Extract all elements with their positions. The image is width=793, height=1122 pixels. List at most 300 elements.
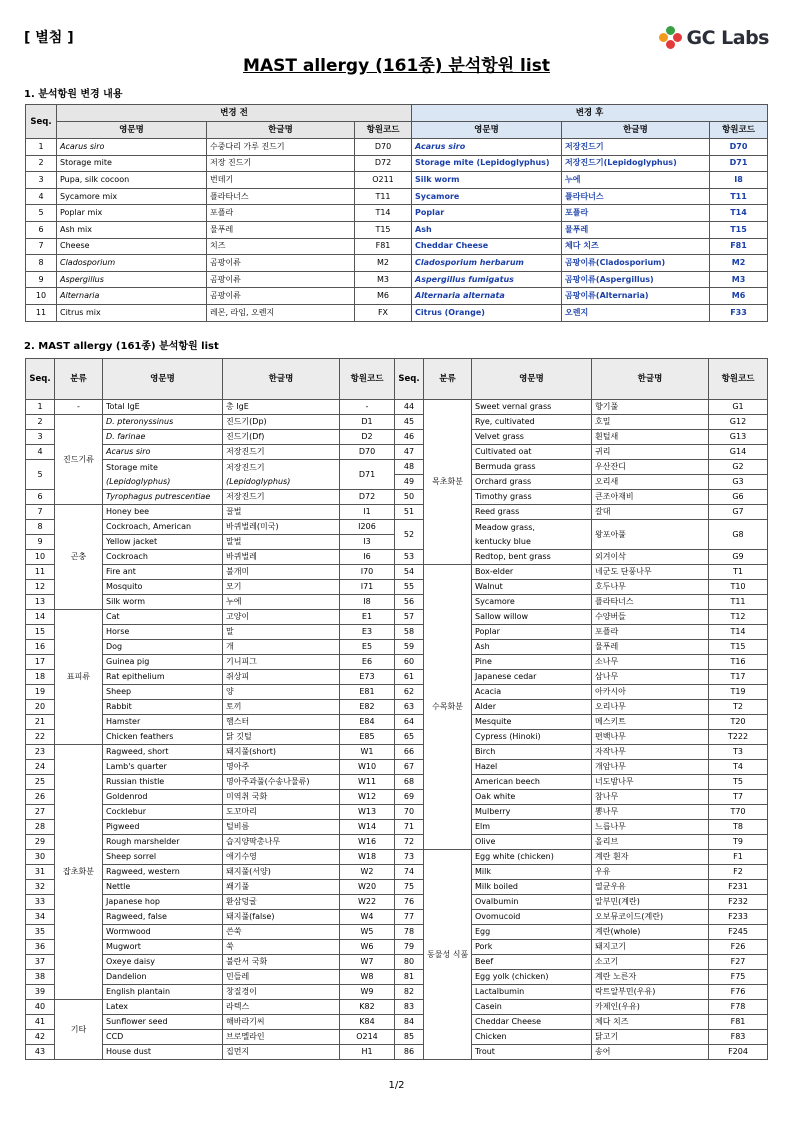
code-cell: F83 <box>709 1030 768 1045</box>
ko-line2: (Lepidoglyphus) <box>226 476 291 486</box>
code-cell: W20 <box>340 880 395 895</box>
annex-label: [ 별첨 ] <box>24 30 74 46</box>
en-cell: Wormwood <box>103 925 223 940</box>
seq-cell: 4 <box>26 188 57 205</box>
code-cell: T15 <box>709 640 768 655</box>
change-table <box>25 104 768 322</box>
en-cell: Guinea pig <box>103 655 223 670</box>
seq-cell: 53 <box>395 550 424 565</box>
after-ko-cell: 곰팡이류(Aspergillus) <box>562 271 710 288</box>
seq-cell: 40 <box>26 1000 55 1015</box>
ko-cell: 우유 <box>592 865 709 880</box>
ko-cell: 민들레 <box>223 970 340 985</box>
change-row <box>26 255 768 272</box>
after-en-cell: Sycamore <box>412 188 562 205</box>
seq-cell: 72 <box>395 835 424 850</box>
seq-cell: 78 <box>395 925 424 940</box>
en-cell: Hazel <box>472 760 592 775</box>
after-ko-cell: 포플라 <box>562 205 710 222</box>
table-row <box>26 1045 768 1060</box>
seq-cell: 60 <box>395 655 424 670</box>
en-cell: Dog <box>103 640 223 655</box>
table-row <box>26 655 768 670</box>
seq-cell: 84 <box>395 1015 424 1030</box>
col-before-ko: 한글명 <box>207 122 355 139</box>
seq-cell: 24 <box>26 760 55 775</box>
code-cell: T5 <box>709 775 768 790</box>
seq-cell: 42 <box>26 1030 55 1045</box>
ko-cell: 느릅나무 <box>592 820 709 835</box>
en-cell: Ragweed, western <box>103 865 223 880</box>
seq-cell: 81 <box>395 970 424 985</box>
ko-cell: 오리새 <box>592 475 709 490</box>
seq-cell: 50 <box>395 490 424 505</box>
code-cell: G1 <box>709 400 768 415</box>
ko-cell: 돼지고기 <box>592 940 709 955</box>
en-cell: House dust <box>103 1045 223 1060</box>
ko-cell: 송어 <box>592 1045 709 1060</box>
ko-cell: 소고기 <box>592 955 709 970</box>
seq-cell: 68 <box>395 775 424 790</box>
table-row <box>26 790 768 805</box>
ko-cell: 계란(whole) <box>592 925 709 940</box>
ko-cell: 명아주과풀(수송나물류) <box>223 775 340 790</box>
seq-cell: 25 <box>26 775 55 790</box>
col-seq-left: Seq. <box>26 359 55 400</box>
code-cell: T16 <box>709 655 768 670</box>
en-line1: Storage mite <box>106 462 158 472</box>
before-code-cell: F81 <box>355 238 412 255</box>
seq-cell: 77 <box>395 910 424 925</box>
after-en-cell: Silk worm <box>412 172 562 189</box>
en-cell: Mesquite <box>472 715 592 730</box>
after-code-cell: M2 <box>710 255 768 272</box>
ko-cell: 바퀴벌레(미국) <box>223 520 340 535</box>
en-cell: Oak white <box>472 790 592 805</box>
seq-cell: 58 <box>395 625 424 640</box>
code-cell: F2 <box>709 865 768 880</box>
before-code-cell: M6 <box>355 288 412 305</box>
en-cell: Ash <box>472 640 592 655</box>
table-row <box>26 715 768 730</box>
seq-cell: 52 <box>395 520 424 550</box>
code-cell: T11 <box>709 595 768 610</box>
gc-labs-logo <box>659 26 770 50</box>
en-cell: Honey bee <box>103 505 223 520</box>
seq-cell: 55 <box>395 580 424 595</box>
seq-cell: 37 <box>26 955 55 970</box>
seq-cell: 64 <box>395 715 424 730</box>
en-cell: Yellow jacket <box>103 535 223 550</box>
ko-cell: 저장진드기 <box>223 490 340 505</box>
en-cell: Orchard grass <box>472 475 592 490</box>
en-cell <box>103 460 223 490</box>
col-ko-right: 한글명 <box>592 359 709 400</box>
code-cell: W6 <box>340 940 395 955</box>
seq-cell: 6 <box>26 221 57 238</box>
after-ko-cell: 누에 <box>562 172 710 189</box>
code-cell: F204 <box>709 1045 768 1060</box>
ko-cell: 말벌 <box>223 535 340 550</box>
seq-cell: 76 <box>395 895 424 910</box>
col-after-code: 항원코드 <box>710 122 768 139</box>
code-cell: W16 <box>340 835 395 850</box>
code-cell: E82 <box>340 700 395 715</box>
ko-cell: 진드기(Df) <box>223 430 340 445</box>
after-code-cell: M3 <box>710 271 768 288</box>
ko-cell: 카제인(우유) <box>592 1000 709 1015</box>
en-cell: Hamster <box>103 715 223 730</box>
code-cell: F26 <box>709 940 768 955</box>
code-cell: D70 <box>340 445 395 460</box>
ko-cell: 향기풀 <box>592 400 709 415</box>
en-cell: Rabbit <box>103 700 223 715</box>
ko-cell: 올리브 <box>592 835 709 850</box>
code-cell: D2 <box>340 430 395 445</box>
table-row <box>26 430 768 445</box>
ko-cell: 불란서 국화 <box>223 955 340 970</box>
seq-cell: 62 <box>395 685 424 700</box>
seq-cell: 44 <box>395 400 424 415</box>
ko-cell: 양 <box>223 685 340 700</box>
en-cell: Sheep <box>103 685 223 700</box>
seq-cell: 3 <box>26 430 55 445</box>
ko-cell: 총 IgE <box>223 400 340 415</box>
seq-cell: 7 <box>26 505 55 520</box>
seq-cell: 74 <box>395 865 424 880</box>
seq-cell: 54 <box>395 565 424 580</box>
table-row <box>26 445 768 460</box>
en-cell: Russian thistle <box>103 775 223 790</box>
table-row <box>26 835 768 850</box>
code-cell: E84 <box>340 715 395 730</box>
before-en-cell: Ash mix <box>57 221 207 238</box>
seq-cell: 65 <box>395 730 424 745</box>
en-cell: Tyrophagus putrescentiae <box>103 490 223 505</box>
seq-cell: 11 <box>26 565 55 580</box>
code-cell: F27 <box>709 955 768 970</box>
code-cell: W14 <box>340 820 395 835</box>
table-row <box>26 880 768 895</box>
en-cell: Pine <box>472 655 592 670</box>
logo-text: GC Labs <box>686 27 769 49</box>
after-code-cell: T11 <box>710 188 768 205</box>
code-cell: G14 <box>709 445 768 460</box>
seq-cell: 75 <box>395 880 424 895</box>
after-code-cell: M6 <box>710 288 768 305</box>
change-row <box>26 288 768 305</box>
before-code-cell: D70 <box>355 139 412 156</box>
en-cell: Box-elder <box>472 565 592 580</box>
ko-cell: 알부민(계란) <box>592 895 709 910</box>
en-line1: Meadow grass, <box>475 522 535 532</box>
group-before: 변경 전 <box>57 105 412 122</box>
en-cell: Sycamore <box>472 595 592 610</box>
table-row <box>26 985 768 1000</box>
code-cell: I71 <box>340 580 395 595</box>
en-cell: Ovalbumin <box>472 895 592 910</box>
after-code-cell: I8 <box>710 172 768 189</box>
table-row <box>26 760 768 775</box>
seq-cell: 43 <box>26 1045 55 1060</box>
code-cell: T7 <box>709 790 768 805</box>
ko-cell: 개 <box>223 640 340 655</box>
ko-cell: 도꼬마리 <box>223 805 340 820</box>
code-cell: T2 <box>709 700 768 715</box>
en-cell: Walnut <box>472 580 592 595</box>
seq-cell: 61 <box>395 670 424 685</box>
ko-cell: 호밀 <box>592 415 709 430</box>
seq-cell: 36 <box>26 940 55 955</box>
group-cell: 동물성 식품 <box>424 850 472 1060</box>
seq-cell: 2 <box>26 415 55 430</box>
table-row <box>26 925 768 940</box>
seq-cell: 59 <box>395 640 424 655</box>
group-cell: - <box>55 400 103 415</box>
code-cell: H1 <box>340 1045 395 1060</box>
before-en-cell: Alternaria <box>57 288 207 305</box>
seq-cell: 20 <box>26 700 55 715</box>
code-cell: W8 <box>340 970 395 985</box>
table-row <box>26 490 768 505</box>
table-row <box>26 550 768 565</box>
seq-cell: 32 <box>26 880 55 895</box>
before-en-cell: Acarus siro <box>57 139 207 156</box>
after-code-cell: D71 <box>710 155 768 172</box>
before-ko-cell: 저장 진드기 <box>207 155 355 172</box>
col-code-right: 항원코드 <box>709 359 768 400</box>
seq-cell: 48 <box>395 460 424 475</box>
seq-cell: 41 <box>26 1015 55 1030</box>
en-cell: D. farinae <box>103 430 223 445</box>
en-cell: Japanese hop <box>103 895 223 910</box>
group-cell: 수목화분 <box>424 565 472 850</box>
code-cell: W9 <box>340 985 395 1000</box>
code-cell: W11 <box>340 775 395 790</box>
change-row <box>26 271 768 288</box>
after-ko-cell: 오렌지 <box>562 304 710 321</box>
table-row <box>26 970 768 985</box>
ko-cell: 락트알부민(우유) <box>592 985 709 1000</box>
ko-cell: 불개미 <box>223 565 340 580</box>
code-cell: D71 <box>340 460 395 490</box>
ko-cell: 뽕나무 <box>592 805 709 820</box>
change-row <box>26 221 768 238</box>
seq-cell: 80 <box>395 955 424 970</box>
en-cell: Nettle <box>103 880 223 895</box>
seq-cell: 30 <box>26 850 55 865</box>
ko-cell: 큰조아재비 <box>592 490 709 505</box>
ko-cell: 아카시아 <box>592 685 709 700</box>
before-code-cell: O211 <box>355 172 412 189</box>
after-code-cell: F33 <box>710 304 768 321</box>
change-row <box>26 188 768 205</box>
after-ko-cell: 플라타너스 <box>562 188 710 205</box>
after-ko-cell: 체다 치즈 <box>562 238 710 255</box>
ko-cell: 바퀴벌레 <box>223 550 340 565</box>
after-ko-cell: 곰팡이류(Alternaria) <box>562 288 710 305</box>
ko-cell: 저장진드기 <box>223 445 340 460</box>
code-cell: E6 <box>340 655 395 670</box>
before-code-cell: M3 <box>355 271 412 288</box>
ko-cell: 모기 <box>223 580 340 595</box>
en-cell: Egg yolk (chicken) <box>472 970 592 985</box>
seq-cell: 10 <box>26 288 57 305</box>
en-cell: Silk worm <box>103 595 223 610</box>
code-cell: W13 <box>340 805 395 820</box>
en-cell: Beef <box>472 955 592 970</box>
code-cell: K84 <box>340 1015 395 1030</box>
code-cell: F245 <box>709 925 768 940</box>
table-row <box>26 595 768 610</box>
group-cell: 잡초화분 <box>55 745 103 1000</box>
seq-cell: 4 <box>26 445 55 460</box>
code-cell: E81 <box>340 685 395 700</box>
code-cell: W7 <box>340 955 395 970</box>
seq-cell: 15 <box>26 625 55 640</box>
change-row <box>26 172 768 189</box>
after-code-cell: T15 <box>710 221 768 238</box>
before-en-cell: Pupa, silk cocoon <box>57 172 207 189</box>
before-code-cell: T15 <box>355 221 412 238</box>
code-cell: G3 <box>709 475 768 490</box>
table-row <box>26 730 768 745</box>
seq-cell: 63 <box>395 700 424 715</box>
en-cell: Rough marshelder <box>103 835 223 850</box>
before-ko-cell: 곰팡이류 <box>207 255 355 272</box>
table-row <box>26 775 768 790</box>
en-cell: Cultivated oat <box>472 445 592 460</box>
en-cell: Sweet vernal grass <box>472 400 592 415</box>
table-row <box>26 505 768 520</box>
seq-cell: 9 <box>26 535 55 550</box>
section1-heading: 1. 분석항원 변경 내용 <box>24 89 123 100</box>
col-code-left: 항원코드 <box>340 359 395 400</box>
ko-cell: 진드기(Dp) <box>223 415 340 430</box>
code-cell: T8 <box>709 820 768 835</box>
code-cell: T4 <box>709 760 768 775</box>
seq-cell: 47 <box>395 445 424 460</box>
code-cell: T19 <box>709 685 768 700</box>
col-en-left: 영문명 <box>103 359 223 400</box>
col-before-code: 항원코드 <box>355 122 412 139</box>
ko-cell: 포플라 <box>592 625 709 640</box>
after-ko-cell: 물푸레 <box>562 221 710 238</box>
table-row <box>26 865 768 880</box>
seq-cell: 29 <box>26 835 55 850</box>
en-cell: Acacia <box>472 685 592 700</box>
table-row <box>26 940 768 955</box>
seq-cell: 1 <box>26 400 55 415</box>
en-cell: Cheddar Cheese <box>472 1015 592 1030</box>
seq-cell: 67 <box>395 760 424 775</box>
ko-cell <box>223 460 340 490</box>
en-cell: D. pteronyssinus <box>103 415 223 430</box>
col-ko-left: 한글명 <box>223 359 340 400</box>
en-cell <box>472 520 592 550</box>
ko-cell: 돼지풀(false) <box>223 910 340 925</box>
before-ko-cell: 곰팡이류 <box>207 271 355 288</box>
seq-cell: 7 <box>26 238 57 255</box>
en-cell: Sunflower seed <box>103 1015 223 1030</box>
code-cell: D72 <box>340 490 395 505</box>
seq-cell: 82 <box>395 985 424 1000</box>
en-cell: Latex <box>103 1000 223 1015</box>
seq-cell: 46 <box>395 430 424 445</box>
table-row <box>26 415 768 430</box>
code-cell: I8 <box>340 595 395 610</box>
en-cell: Reed grass <box>472 505 592 520</box>
ko-cell: 갈대 <box>592 505 709 520</box>
code-cell: E85 <box>340 730 395 745</box>
before-ko-cell: 수중다리 가루 진드기 <box>207 139 355 156</box>
seq-cell: 86 <box>395 1045 424 1060</box>
en-cell: Bermuda grass <box>472 460 592 475</box>
seq-cell: 10 <box>26 550 55 565</box>
en-cell: Fire ant <box>103 565 223 580</box>
code-cell: W18 <box>340 850 395 865</box>
before-code-cell: D72 <box>355 155 412 172</box>
after-en-cell: Acarus siro <box>412 139 562 156</box>
ko-cell: 자작나무 <box>592 745 709 760</box>
ko-cell: 흰털새 <box>592 430 709 445</box>
table-row <box>26 910 768 925</box>
col-before-en: 영문명 <box>57 122 207 139</box>
table-row <box>26 1000 768 1015</box>
code-cell: F231 <box>709 880 768 895</box>
en-cell: Pork <box>472 940 592 955</box>
after-en-cell: Ash <box>412 221 562 238</box>
en-cell: Cocklebur <box>103 805 223 820</box>
col-en-right: 영문명 <box>472 359 592 400</box>
en-cell: Birch <box>472 745 592 760</box>
en-cell: Chicken feathers <box>103 730 223 745</box>
seq-cell: 6 <box>26 490 55 505</box>
seq-cell: 22 <box>26 730 55 745</box>
seq-cell: 45 <box>395 415 424 430</box>
en-cell: Elm <box>472 820 592 835</box>
ko-cell: 누에 <box>223 595 340 610</box>
page-number: 1/2 <box>388 1080 405 1091</box>
group-cell: 진드기류 <box>55 415 103 505</box>
en-cell: Sallow willow <box>472 610 592 625</box>
ko-cell: 호두나무 <box>592 580 709 595</box>
col-seq-right: Seq. <box>395 359 424 400</box>
en-cell: Goldenrod <box>103 790 223 805</box>
seq-cell: 79 <box>395 940 424 955</box>
after-code-cell: T14 <box>710 205 768 222</box>
ko-cell: 우산잔디 <box>592 460 709 475</box>
en-cell: Cypress (Hinoki) <box>472 730 592 745</box>
after-en-cell: Alternaria alternata <box>412 288 562 305</box>
code-cell: F81 <box>709 1015 768 1030</box>
ko-cell: 창질경이 <box>223 985 340 1000</box>
seq-cell: 5 <box>26 205 57 222</box>
ko-cell: 환삼덩굴 <box>223 895 340 910</box>
before-ko-cell: 레몬, 라임, 오렌지 <box>207 304 355 321</box>
before-en-cell: Storage mite <box>57 155 207 172</box>
after-ko-cell: 저장진드기(Lepidoglyphus) <box>562 155 710 172</box>
en-cell: Rye, cultivated <box>472 415 592 430</box>
code-cell: G13 <box>709 430 768 445</box>
seq-cell: 9 <box>26 271 57 288</box>
ko-cell: 소나무 <box>592 655 709 670</box>
col-seq: Seq. <box>26 105 57 139</box>
ko-cell: 햄스터 <box>223 715 340 730</box>
code-cell: W12 <box>340 790 395 805</box>
ko-cell: 토끼 <box>223 700 340 715</box>
en-cell: Acarus siro <box>103 445 223 460</box>
